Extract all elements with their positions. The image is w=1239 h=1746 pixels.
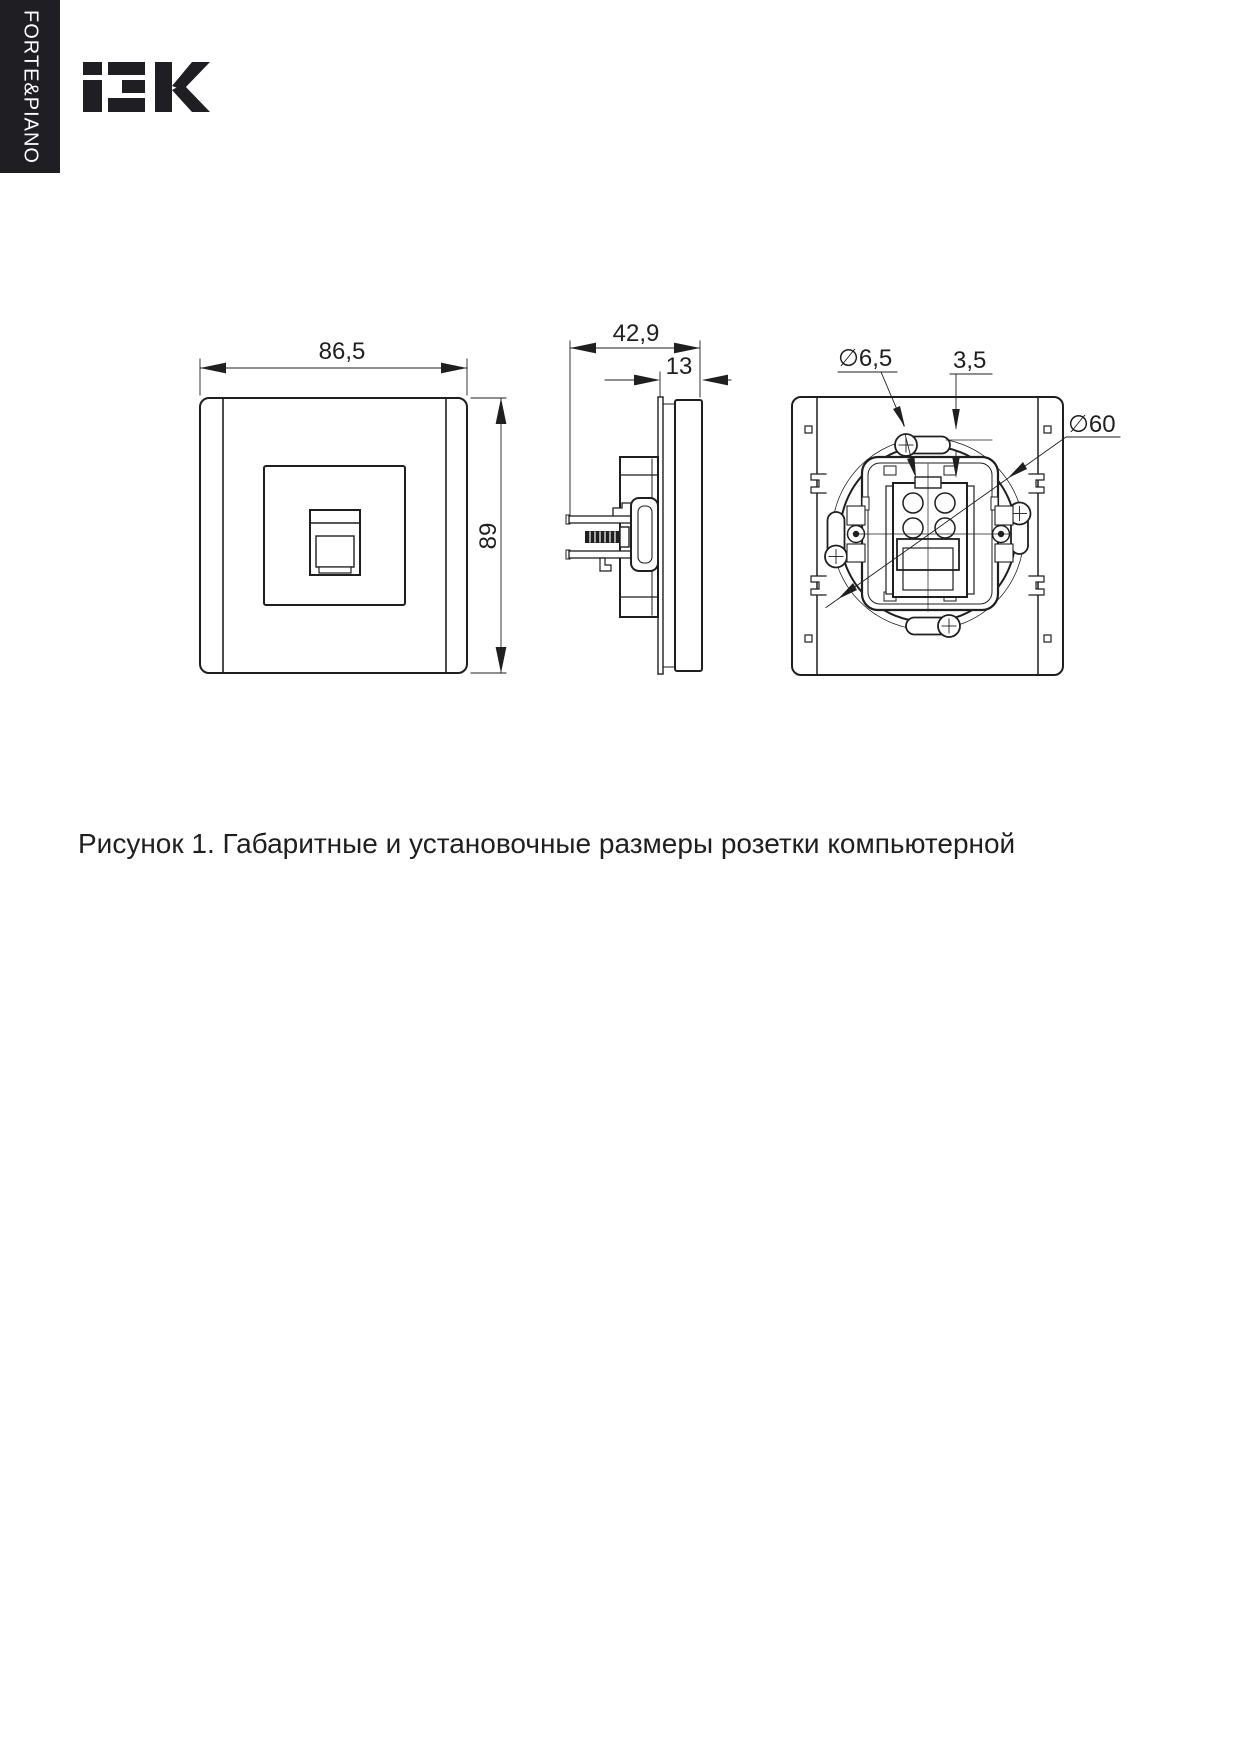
dim-label-slot-width: 3,5 <box>953 347 987 374</box>
dim-label-front-height: 89 <box>475 522 502 550</box>
dim-label-front-width: 86,5 <box>318 338 366 365</box>
dim-label-keyhole-diameter: ∅6,5 <box>838 345 893 372</box>
connector-block <box>886 477 974 597</box>
claw-screw <box>585 527 629 547</box>
dim-label-mounting-circle: ∅60 <box>1068 411 1116 438</box>
rj45-socket <box>310 510 360 575</box>
dimension-drawing <box>0 0 1239 760</box>
series-label: FORTE&PIANO <box>19 9 42 164</box>
cover-plate-profile <box>675 400 702 671</box>
dim-label-side-depth-front: 13 <box>665 353 693 380</box>
front-view <box>200 359 506 673</box>
side-view <box>566 341 731 674</box>
dim-label-side-depth-total: 42,9 <box>612 320 660 347</box>
figure-caption: Рисунок 1. Габаритные и установочные размеры розетки компьютерной <box>78 828 1016 859</box>
